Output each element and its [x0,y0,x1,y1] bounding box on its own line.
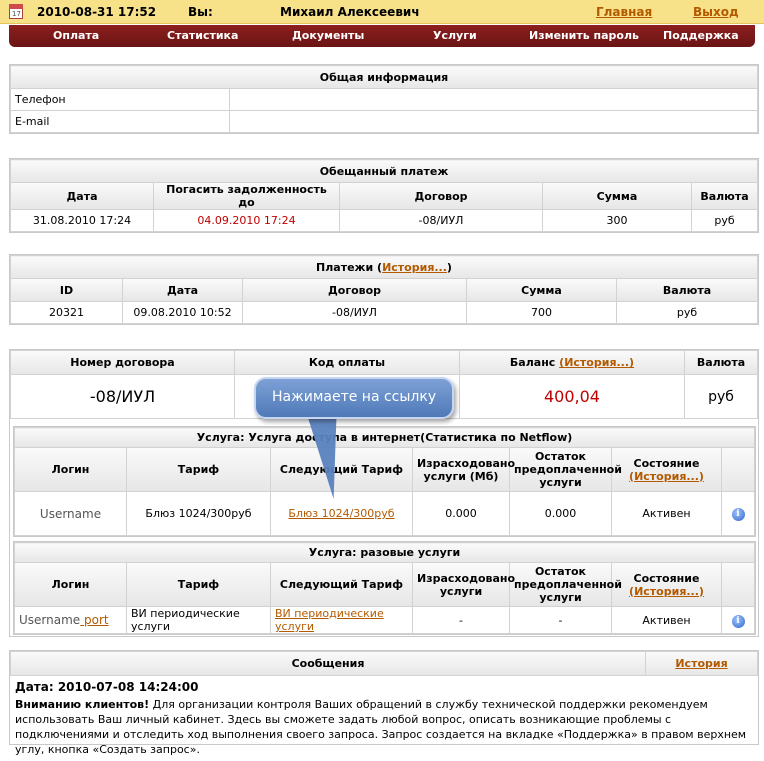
col-header: Валюта [617,279,758,302]
col-header: Сумма [543,183,692,210]
service-internet-panel [13,426,756,537]
state-history-link[interactable]: (История...) [629,584,704,598]
service-state: Активен [612,607,722,634]
service-onetime-title: Услуга: разовые услуги [15,543,755,563]
info-icon[interactable]: i [732,615,745,628]
service-remaining: 0.000 [510,492,612,536]
menu-item-statistics[interactable]: Статистика [167,29,239,42]
payment-code-header: Код оплаты [235,351,460,375]
next-tariff-link[interactable]: ВИ периодические услуги [275,607,384,633]
service-state: Активен [612,492,722,536]
user-name: Михаил Алексеевич [280,5,420,19]
message-item [10,676,758,761]
col-header: Следующий Тариф [271,563,413,607]
balance-value: 400,04 [460,375,685,419]
col-header: Израсходовано услуги (Мб) [413,448,510,492]
state-history-link[interactable]: (История...) [629,469,704,483]
col-header: Договор [243,279,467,302]
message-date: Дата: 2010-07-08 14:24:00 [15,680,199,694]
service-tariff: ВИ периодические услуги [127,607,271,634]
col-header: Остаток предоплаченной услуги [510,448,612,492]
col-header: Логин [15,448,127,492]
service-used: - [413,607,510,634]
col-header: Логин [15,563,127,607]
payments-title: Платежи (История...) [11,256,758,279]
col-header: Договор [340,183,543,210]
payments-history-link[interactable]: История... [382,260,447,274]
promised-payment-title: Обещанный платеж [11,160,758,183]
messages-panel [9,650,759,756]
col-header: Состояние (История...) [612,563,722,607]
current-datetime: 2010-08-31 17:52 [37,5,157,19]
payment-id: 20321 [11,302,123,324]
calendar-icon: 17 [9,4,23,19]
balance-history-link[interactable]: (История...) [559,356,635,369]
service-onetime-panel [13,541,756,635]
col-header: Погасить задолженность до [154,183,340,210]
payment-amount: 700 [467,302,617,324]
general-info-title: Общая информация [11,66,758,89]
service-internet-title: Услуга: Услуга доступа в интернет(Статистика по Netflow) [15,428,755,448]
port-link[interactable]: port [80,613,109,627]
payment-date: 09.08.2010 10:52 [123,302,243,324]
col-header: Дата [11,183,154,210]
currency-value: руб [685,375,758,419]
contract-number: -08/ИУЛ [11,375,235,419]
main-menu [9,25,755,47]
col-header: Сумма [467,279,617,302]
col-header: Израсходовано услуги [413,563,510,607]
balance-header: Баланс (История...) [460,351,685,375]
messages-history-link[interactable]: История [675,657,728,670]
menu-item-support[interactable]: Поддержка [663,29,739,42]
top-bar [0,0,764,24]
menu-item-payment[interactable]: Оплата [53,29,100,42]
email-label: E-mail [11,111,230,133]
info-icon[interactable]: i [732,508,745,521]
menu-item-change-password[interactable]: Изменить пароль [529,29,639,42]
col-header [722,448,755,492]
home-link[interactable]: Главная [596,5,653,19]
service-used: 0.000 [413,492,510,536]
payment-contract: -08/ИУЛ [243,302,467,324]
col-header: Следующий Тариф [271,448,413,492]
col-header: Состояние (История...) [612,448,722,492]
payment-currency: руб [617,302,758,324]
service-tariff: Блюз 1024/300руб [127,492,271,536]
currency-header: Валюта [685,351,758,375]
phone-label: Телефон [11,89,230,111]
col-header [722,563,755,607]
contract-number-header: Номер договора [11,351,235,375]
service-remaining: - [510,607,612,634]
col-header: Остаток предоплаченной услуги [510,563,612,607]
promised-payment-panel [9,158,759,233]
promised-date: 31.08.2010 17:24 [11,210,154,232]
logout-link[interactable]: Выход [693,5,739,19]
message-text: Вниманию клиентов! Для организации контроля Ваших обращений в службу технической поддержки рекомендуем использовать Ваш личный кабинет. Здесь вы сможете задать любой вопрос, описать возникающие проблемы с подключениями и отследить ход выполнения своего запроса. Запрос создается на вкладке «Поддержка» в правом верхнем углу, кнопка «Создать запрос». [15,698,747,756]
next-tariff-link[interactable]: Блюз 1024/300руб [288,507,395,520]
col-header: Тариф [127,563,271,607]
general-info-panel [9,64,759,134]
promised-due-date: 04.09.2010 17:24 [154,210,340,232]
promised-contract: -08/ИУЛ [340,210,543,232]
menu-item-documents[interactable]: Документы [292,29,365,42]
promised-currency: руб [692,210,758,232]
phone-value [230,89,758,111]
service-login: Username [15,492,127,536]
col-header: Тариф [127,448,271,492]
payments-panel [9,254,759,325]
messages-title: Сообщения [11,652,646,676]
col-header: ID [11,279,123,302]
service-login: Username [19,613,81,627]
col-header: Валюта [692,183,758,210]
promised-amount: 300 [543,210,692,232]
you-label: Вы: [188,5,213,19]
col-header: Дата [123,279,243,302]
menu-item-services[interactable]: Услуги [433,29,477,42]
email-value [230,111,758,133]
callout-bubble: Нажимаете на ссылку [254,377,454,419]
